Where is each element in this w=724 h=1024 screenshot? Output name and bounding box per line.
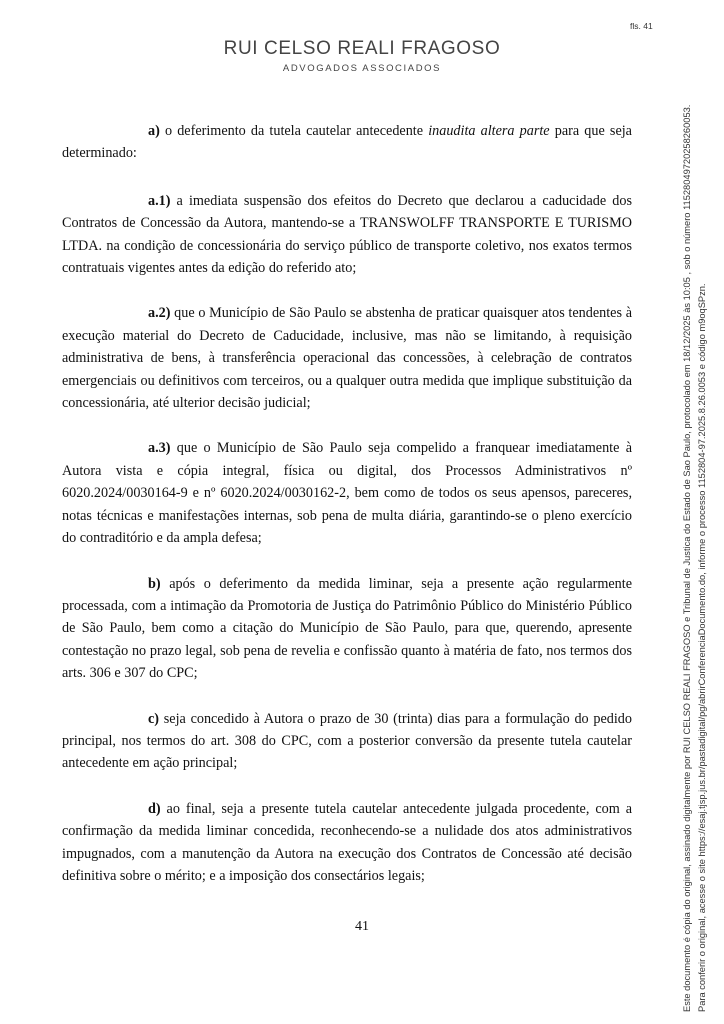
signature-stamp-line-1: Este documento é cópia do original, assinado digitalmente por RUI CELSO REALI FRAGOSO e Tribunal de Justica do Estado de Sao Paulo, protocolado em 18/12/2025 às 10:05 , sob o número 11528049720258260053. — [682, 104, 692, 1012]
document-body — [62, 120, 632, 910]
paragraph-text: a imediata suspensão dos efeitos do Decreto que declarou a caducidade dos Contratos de Concessão da Autora, mantendo-se a TRANSWOLFF TRANSPORTE E TURISMO LTDA. na condição de concessionária do serviço público de transporte coletivo, nos exatos termos contratuais vigentes antes da edição do referido ato; — [62, 192, 632, 277]
paragraph-c — [62, 708, 632, 775]
italic-term: inaudita altera parte — [428, 123, 550, 139]
paragraph-text: para que seja determinado: — [62, 123, 632, 162]
item-label: a) — [148, 123, 160, 139]
item-label: a.1) — [148, 192, 171, 209]
paragraph-a1 — [62, 190, 632, 280]
paragraph-a2 — [62, 302, 632, 414]
item-label: a.3) — [148, 440, 171, 457]
paragraph-b — [62, 573, 632, 685]
item-label: b) — [148, 575, 161, 592]
item-label: d) — [148, 800, 161, 817]
item-label: c) — [148, 710, 160, 727]
firm-name: RUI CELSO REALI FRAGOSO — [223, 38, 501, 59]
paragraph-text: após o deferimento da medida liminar, seja a presente ação regularmente processada, com a intimação da Promotoria de Justiça do Patrimônio Público do Ministério Público de São Paulo, bem como a citação do Município de São Paulo, para que, querendo, apresente contestação no prazo legal, sob pena de revelia e confissão quanto à matéria de fato, nos termos dos arts. 306 e 307 do CPC; — [62, 575, 632, 682]
page-marker: fls. 41 — [630, 21, 653, 31]
paragraph-text: ao final, seja a presente tutela cautelar antecedente julgada procedente, com a confirmação da medida liminar concedida, reconhecendo-se a nulidade dos atos administrativos impugnados, com a manutenção da Autora na execução dos Contratos de Concessão até decisão definitiva sobre o mérito; e a imposição dos consectários legais; — [62, 800, 632, 884]
paragraph-a3 — [62, 437, 632, 549]
paragraph-text: o deferimento da tutela cautelar antecedente — [159, 123, 429, 139]
paragraph-text: seja concedido à Autora o prazo de 30 (trinta) dias para a formulação do pedido principal, nos termos do art. 308 do CPC, com a posterior conversão da presente tutela cautelar antecedente em ação principal; — [62, 710, 632, 772]
signature-stamp-line-2: Para conferir o original, acesse o site https://esaj.tjsp.jus.br/pastadigital/pg/abrirConferenciaDocumento.do, informe o processo 1152804-97.2025.8.26.0053 e código m9oqSPzn. — [697, 283, 707, 1012]
paragraph-a — [62, 120, 632, 165]
paragraph-d — [62, 798, 632, 888]
item-label: a.2) — [148, 305, 171, 322]
page-number: 41 — [355, 919, 369, 934]
letterhead — [0, 38, 724, 74]
firm-subtitle: ADVOGADOS ASSOCIADOS — [282, 63, 442, 74]
paragraph-text: que o Município de São Paulo se abstenha de praticar quaisquer atos tendentes à execução material do Decreto de Caducidade, inclusive, mas não se limitando, à requisição administrativa de bens, à transferência operacional das concessões, à celebração de contratos emergenciais ou definitivos com terceiros, ou a qualquer outra medida que implique substituição da concessionária, até ulterior decisão judicial; — [62, 305, 632, 412]
paragraph-text: que o Município de São Paulo seja compelido a franquear imediatamente à Autora vista e cópia integral, física ou digital, dos Processos Administrativos nº 6020.2024/0030164-9 e nº 6020.2024/0030162-2, bem como de todos os seus apensos, pareceres, notas técnicas e manifestações internas, sob pena de multa diária, garantindo-se o pleno exercício do contraditório e da ampla defesa; — [62, 440, 632, 547]
